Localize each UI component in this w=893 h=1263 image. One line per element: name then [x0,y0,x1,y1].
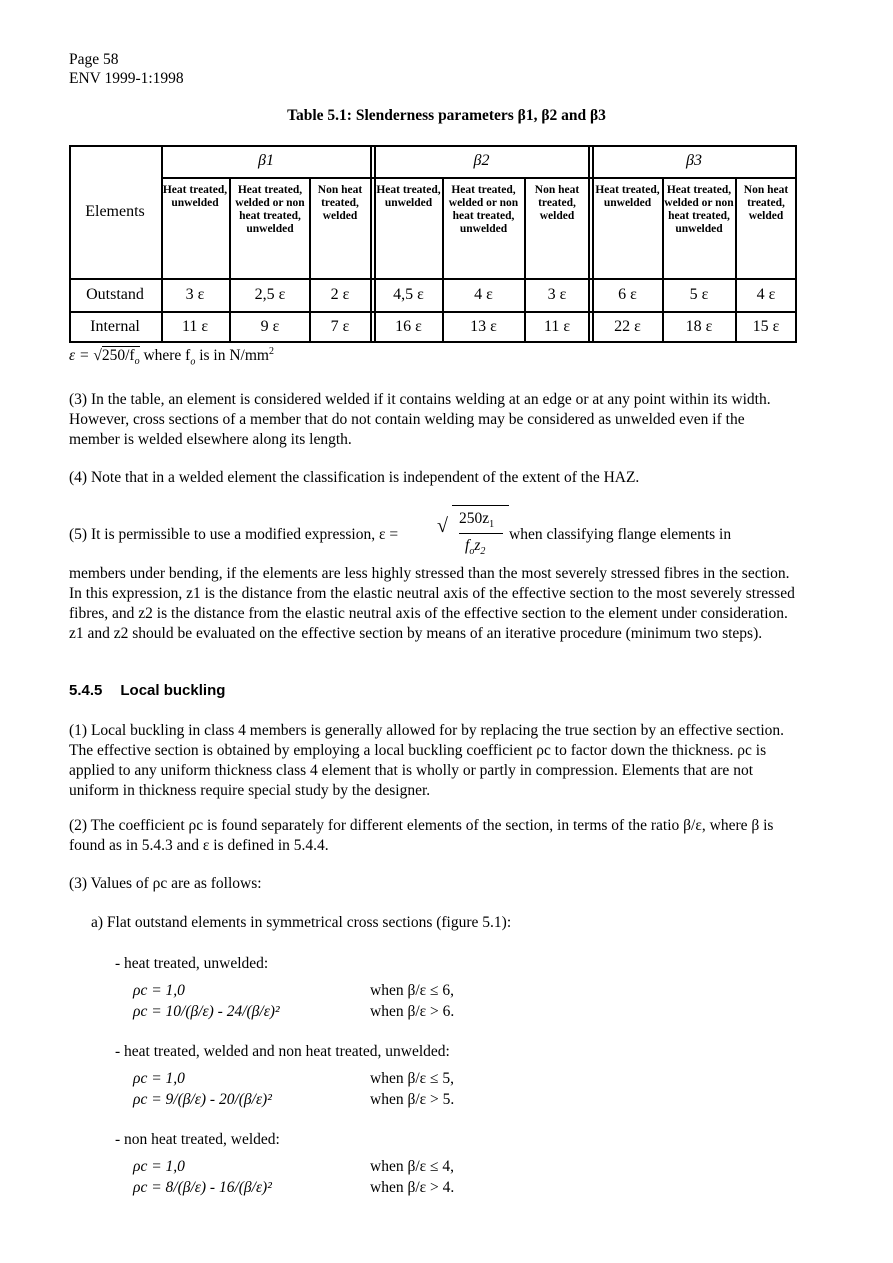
table-cell: 2,5 ε [254,286,286,303]
equation-condition: when β/ε ≤ 5, [370,1070,455,1087]
elements-header: Elements [85,202,145,220]
table-cell: 4 ε [474,286,493,303]
table-cell: 18 ε [685,318,713,335]
paragraph-545-2: (2) The coefficient ρc is found separately for different elements of the section, in terms of the ratio β/ε, where β is found as in 5.4.3 and ε is defined in 5.4.4. [69,817,774,854]
sqrt-symbol: √ [437,515,448,537]
item-a: a) Flat outstand elements in symmetrical cross sections (figure 5.1): [91,914,512,931]
subheader-cell: Heat treated, welded or non heat treated, unwelded [448,184,519,235]
equation-lhs: ρc = 1,0 [133,982,185,999]
equation-condition: when β/ε > 4. [370,1179,455,1196]
paragraph-5-body: members under bending, if the elements are less highly stressed than the most severely stressed fibres in the section. In this expression, z1 is the distance from the elastic neutral axis of the effective section to the most severely stressed fibres, and z2 is the distance from the elastic neutral axis of the effective section to the element under consideration. z1 and z2 should be evaluated on the effective section by means of an iterative procedure (minimum two steps). [69,565,795,642]
subheader-cell: Heat treated, welded or non heat treated, unwelded [664,184,734,235]
case-title: - non heat treated, welded: [115,1131,280,1148]
equation-condition: when β/ε ≤ 4, [370,1158,455,1175]
paragraph-3: (3) In the table, an element is considered welded if it contains welding at an edge or at any point within its width. However, cross sections of a member that do not contain welding may be considered as unwelded even if the member is welded elsewhere along its length. [69,391,771,448]
table-cell: 3 ε [185,286,205,303]
paragraph-545-1: (1) Local buckling in class 4 members is generally allowed for by replacing the true section by an effective section. The effective section is obtained by employing a local buckling coefficient ρc to factor down the thickness. ρc is applied to any uniform thickness class 4 element that is wholly or partly in compression. Elements that are not uniform in thickness require special study by the designer. [69,722,785,799]
epsilon-definition: $\varepsilon = √250/f_o$ where $f_o$ is in $N/mm^2$ [69,346,274,368]
equation-condition: when β/ε > 6. [370,1003,455,1020]
table-cell: 4 ε [756,286,776,303]
subheader-cell: Non heat treated, welded [317,184,363,222]
table-cell: 9 ε [260,318,280,335]
table-cell: 11 ε [181,318,209,335]
table-cell: 4,5 ε [393,286,424,303]
table-cell: 5 ε [689,286,709,303]
subheader-cell: Heat treated, unwelded [595,184,660,209]
paragraph-4: (4) Note that in a welded element the classification is independent of the extent of the HAZ. [69,469,640,486]
table-cell: 22 ε [614,318,641,335]
table-cell: 16 ε [395,318,422,335]
subheader-cell: Heat treated, unwelded [376,184,441,209]
table-cell: 7 ε [330,318,350,335]
equation-lhs: ρc = 8/(β/ε) - 16/(β/ε)² [133,1179,272,1196]
row-label-internal: Internal [90,318,140,335]
case-title: - heat treated, unwelded: [115,955,269,972]
paragraph-545-3: (3) Values of ρc are as follows: [69,875,262,892]
paragraph-5-tail: when classifying flange elements in [509,526,732,543]
beta1-header: β1 [258,152,274,169]
fraction-bar [459,533,503,534]
beta3-header: β3 [686,152,702,169]
equation-lhs: ρc = 1,0 [133,1158,185,1175]
case-title: - heat treated, welded and non heat treated, unwelded: [115,1043,450,1060]
table-caption: Table 5.1: Slenderness parameters β1, β2 and β3 [287,107,606,124]
equation-lhs: ρc = 1,0 [133,1070,185,1087]
page-number: Page 58 [69,51,119,68]
table-cell: 2 ε [330,286,350,303]
subheader-cell: Heat treated, welded or non heat treated, unwelded [235,184,305,235]
subheader-cell: Non heat treated, welded [534,184,580,222]
slenderness-table [69,145,797,342]
table-cell: 13 ε [470,318,497,335]
standard-id: ENV 1999-1:1998 [69,70,184,87]
equation-condition: when β/ε > 5. [370,1091,455,1108]
equation-lhs: ρc = 10/(β/ε) - 24/(β/ε)² [133,1003,280,1020]
table-cell: 11 ε [543,318,571,335]
equation-condition: when β/ε ≤ 6, [370,982,455,999]
subheader-cell: Heat treated, unwelded [162,184,228,209]
table-cell: 15 ε [752,318,780,335]
table-cell: 3 ε [547,286,567,303]
subheader-cell: Non heat treated, welded [743,184,789,222]
row-label-outstand: Outstand [86,286,144,303]
equation-lhs: ρc = 9/(β/ε) - 20/(β/ε)² [133,1091,272,1108]
table-cell: 6 ε [618,286,637,303]
section-heading: 5.4.5 Local buckling [69,682,226,699]
paragraph-5-lead: (5) It is permissible to use a modified expression, ε = [69,526,399,543]
fraction-denominator: $f_oz_2$ [465,537,486,558]
fraction-numerator: $250z_1$ [459,510,495,531]
beta2-header: β2 [473,152,490,169]
